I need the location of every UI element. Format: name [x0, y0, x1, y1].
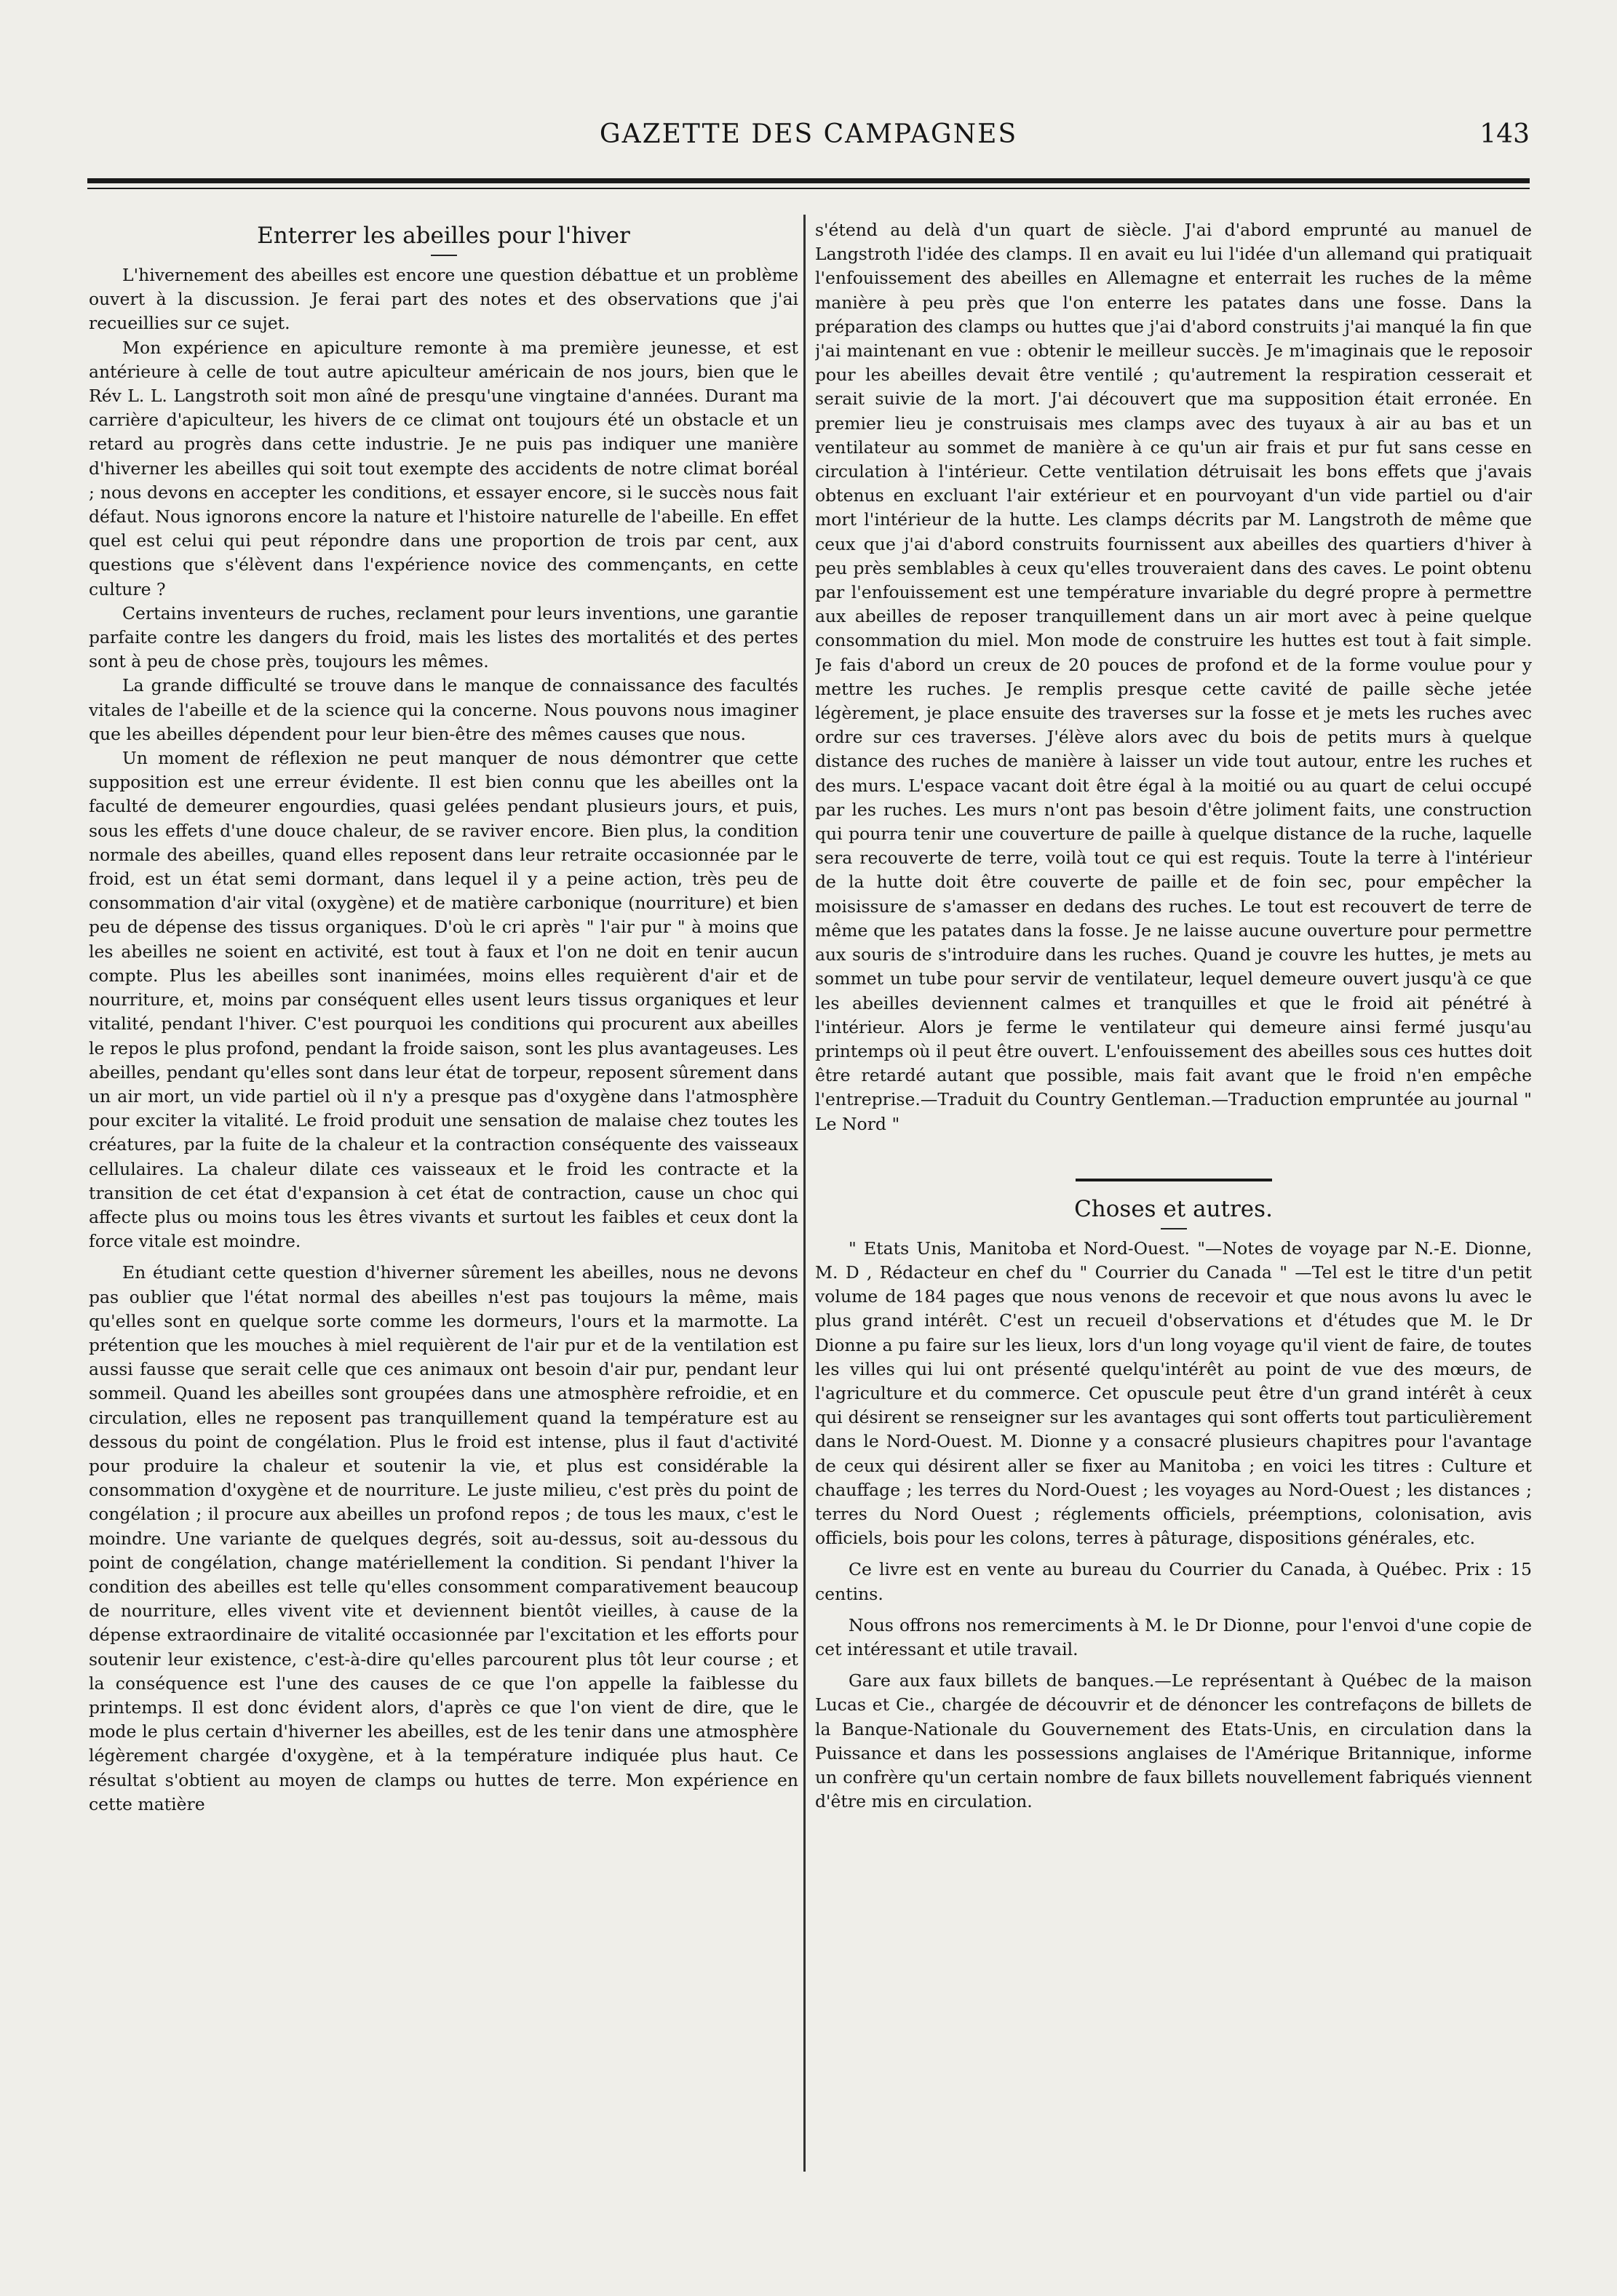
paragraph: " Etats Unis, Manitoba et Nord-Ouest. "—Notes de voyage par N.-E. Dionne, M. D , Rédacteur en chef du " Courrier du Canada " —Tel est le titre d'un petit volume de 184 pages que nous venons de recevoir et que nous avons lu avec le plus grand intérêt. C'est un recueil d'observations et d'études que M. le Dr Dionne a pu faire sur les lieux, lors d'un long voyage qu'il vient de faire, de toutes les villes qui lui ont présenté quelqu'intérêt au point de vue des mœurs, de l'agriculture et du commerce. Cet opuscule peut être d'un grand intérêt à ceux qui désirent se renseigner sur les avantages qui sont offerts tout particulièrement dans le Nord-Ouest. M. Dionne y a consacré plusieurs chapitres pour l'avantage de ceux qui désirent aller se fixer au Manitoba ; en voici les titres : Culture et chauffage ; les terres du Nord-Ouest ; les voyages au Nord-Ouest ; les distances ; terres du Nord Ouest ; réglements officiels, préemptions, colonisation, avis officiels, bois pour les colons, terres à pâturage, dispositions générales, etc. — [815, 1237, 1532, 1549]
page-number: 143 — [1479, 119, 1530, 149]
paragraph-continued: s'étend au delà d'un quart de siècle. J'ai d'abord emprunté au manuel de Langstroth l'idée des clamps. Il en avait eu lui l'idée d'un allemand qui pratiquait l'enfouissement des abeilles en Allemagne et enterrait les ruches de la même manière à peu près que l'on enterre les patates dans une fosse. Dans la préparation des clamps ou huttes que j'ai d'abord construits j'ai manqué la fin que j'ai maintenant en vue : obtenir le meilleur succès. Je m'imaginais que le reposoir pour les abeilles devait être ventilé ; qu'autrement la respiration cesserait et serait suivie de la mort. J'ai découvert que ma supposition était erronée. En premier lieu je construisais mes clamps avec des tuyaux à air au bas et un ventilateur au sommet de manière à ce qu'un air frais et pur fut sans cesse en circulation à l'intérieur. Cette ventilation détruisait les bons effets que j'avais obtenus en excluant l'air extérieur et en pourvoyant d'un vide partiel ou d'air mort l'intérieur de la hutte. Les clamps décrits par M. Langstroth de même que ceux que j'ai d'abord construits fournissent aux abeilles des quartiers d'hiver à peu près semblables à ceux qu'elles trouveraient dans des caves. Le point obtenu par l'enfouissement est une température invariable du degré propre à permettre aux abeilles de reposer tranquillement dans un air mort avec à peine quelque consommation du miel. Mon mode de construire les huttes est tout à fait simple. Je fais d'abord un creux de 20 pouces de profond et de la forme voulue pour y mettre les ruches. Je remplis presque cette cavité de paille sèche jetée légèrement, je place ensuite des traverses sur la fosse et je mets les ruches avec ordre sur ces traverses. J'élève alors avec du bois de petits murs à quelque distance des ruches de manière à laisser un vide tout autour, entre les ruches et des murs. L'espace vacant doit être égal à la moitié ou au quart de celui occupé par les ruches. Les murs n'ont pas besoin d'être joliment faits, une construction qui pourra tenir une couverture de paille à quelque distance de la ruche, laquelle sera recouverte de terre, voilà tout ce qui est requis. Toute la terre à l'intérieur de la hutte doit être couverte de paille et de foin sec, pour empêcher la moisissure de s'amasser en dedans des ruches. Le tout est recouvert de terre de même que les patates dans la fosse. Je ne laisse aucune ouverture pour permettre aux souris de s'introduire dans les ruches. Quand je couvre les huttes, je mets au sommet un tube pour servir de ventilateur, lequel demeure ouvert jusqu'à ce que les abeilles deviennent calmes et tranquilles et que le froid ait pénétré à l'intérieur. Alors je ferme le ventilateur qui demeure ainsi fermé jusqu'au printemps où il peut être ouvert. L'enfouissement des abeilles sous ces huttes doit être retardé autant que possible, mais fait avant que le froid n'en empêche l'entreprise.—Traduit du Country Gentleman.—Traduction empruntée au journal " Le Nord " — [815, 220, 1532, 1134]
column-divider — [803, 215, 806, 2172]
paragraph: En étudiant cette question d'hiverner sûrement les abeilles, nous ne devons pas oublier que l'état normal des abeilles n'est pas toujours la même, mais qu'elles sont en quelque sorte comme les dormeurs, l'ours et la marmotte. La prétention que les mouches à miel requièrent de l'air pur et de la ventilation est aussi fausse que serait celle que ces animaux ont besoin d'air pur, pendant leur sommeil. Quand les abeilles sont groupées dans une atmosphère refroidie, et en circulation, elles ne reposent pas tranquillement quand la température est au dessous du point de congélation. Plus le froid est intense, plus il faut d'activité pour produire la chaleur et soutenir la vie, et plus est considérable la consommation d'oxygène et de nourriture. Le juste milieu, c'est près du point de congélation ; il procure aux abeilles un profond repos ; de tous les maux, c'est le moindre. Une variante de quelques degrés, soit au-dessus, soit au-dessous du point de congélation, change matériellement la condition. Si pendant l'hiver la condition des abeilles est telle qu'elles consomment comparativement beaucoup de nourriture, elles vivent vite et deviennent bientôt vieilles, à cause de la dépense extraordinaire de vitalité occasionnée par l'excitation et les efforts pour soutenir leur existence, c'est-à-dire qu'elles parcourent plus tôt leur course ; et la conséquence est l'une des causes de ce que l'on appelle la faiblesse du printemps. Il est donc évident alors, d'après ce que l'on vient de dire, que le mode le plus certain d'hiverner les abeilles, est de les tenir dans une atmosphère légèrement chargée d'oxygène, et à la température indiquée plus haut. Ce résultat s'obtient au moyen de clamps ou huttes de terre. Mon expérience en cette matière — [89, 1262, 798, 1814]
title-dash — [1161, 1228, 1187, 1229]
right-column — [815, 218, 1532, 2183]
paragraph: Ce livre est en vente au bureau du Courrier du Canada, à Québec. Prix : 15 centins. — [815, 1559, 1532, 1604]
paragraph: Gare aux faux billets de banques.—Le représentant à Québec de la maison Lucas et Cie., chargée de découvrir et de dénoncer les contrefaçons de billets de la Banque-Nationale du Gouvernement des Etats-Unis, en circulation dans la Puissance et dans les possessions anglaises de l'Amérique Britannique, informe un confrère qu'un certain nombre de faux billets nouvellement fabriqués viennent d'être mis en circulation. — [815, 1670, 1532, 1812]
header-rule-thin — [87, 188, 1530, 189]
running-title: GAZETTE DES CAMPAGNES — [599, 119, 1018, 149]
paragraph: Certains inventeurs de ruches, reclament pour leurs inventions, une garantie parfaite contre les dangers du froid, mais les listes des mortalités et des pertes sont à peu de chose près, toujours les mêmes. — [89, 602, 798, 672]
paragraph: Nous offrons nos remerciments à M. le Dr Dionne, pour l'envoi d'une copie de cet intéressant et utile travail. — [815, 1614, 1532, 1659]
paragraph: Mon expérience en apiculture remonte à ma première jeunesse, et est antérieure à celle de tout autre apiculteur américain de nos jours, bien que le Rév L. L. Langstroth soit mon aîné de presqu'une vingtaine d'années. Durant ma carrière d'apiculteur, les hivers de ce climat ont toujours été un obstacle et un retard au progrès dans cette industrie. Je ne puis pas indiquer une manière d'hiverner les abeilles qui soit tout exempte des accidents de notre climat boréal ; nous devons en accepter les conditions, et essayer encore, si le succès nous fait défaut. Nous ignorons encore la nature et l'histoire naturelle de l'abeille. En effet quel est celui qui peut répondre dans une proportion de trois par cent, aux questions que s'élèvent dans l'expérience novice des commençants, en cette culture ? — [89, 337, 798, 599]
paragraph: L'hivernement des abeilles est encore une question débattue et un problème ouvert à la discussion. Je ferai part des notes et des observations que j'ai recueillies sur ce sujet. — [89, 265, 798, 334]
article-title: Choses et autres. — [1074, 1195, 1273, 1222]
article-title: Enterrer les abeilles pour l'hiver — [257, 223, 630, 249]
running-head — [87, 109, 1530, 153]
section-separator — [1076, 1179, 1272, 1181]
paragraph: Un moment de réflexion ne peut manquer de nous démontrer que cette supposition est une erreur évidente. Il est bien connu que les abeilles ont la faculté de demeurer engourdies, quasi gelées pendant plusieurs jours, et puis, sous les effets d'une douce chaleur, de se raviver encore. Bien plus, la condition normale des abeilles, quand elles reposent dans leur retraite occasionnée par le froid, est un état semi dormant, dans lequel il y a peine action, très peu de consommation d'air vital (oxygène) et de matière carbonique (nourriture) et bien peu de dépense des tissus organiques. D'où le cri après " l'air pur " à moins que les abeilles ne soient en activité, est tout à faux et l'on ne doit en tenir aucun compte. Plus les abeilles sont inanimées, moins elles requièrent d'air et de nourriture, et, moins par conséquent elles usent leurs tissus organiques et leur vitalité, pendant l'hiver. C'est pourquoi les conditions qui procurent aux abeilles le repos le plus profond, pendant la froide saison, sont les plus avantageuses. Les abeilles, pendant qu'elles sont dans leur état de torpeur, reposent sûrement dans un air mort, un vide partiel où il n'y a presque pas d'oxygène dans l'atmosphère pour exciter la vitalité. Le froid produit une sensation de malaise chez toutes les créatures, par la fuite de la chaleur et la contraction conséquente des vaisseaux cellulaires. La chaleur dilate ces vaisseaux et le froid les contracte et la transition de cet état d'expansion à cet état de contraction, cause un choc qui affecte plus ou moins tous les êtres vivants et surtout les faibles et ceux dont la force vitale est moindre. — [89, 748, 798, 1252]
header-rule-thick — [87, 178, 1530, 183]
left-column — [89, 218, 798, 2183]
title-dash — [431, 255, 457, 256]
paragraph: La grande difficulté se trouve dans le manque de connaissance des facultés vitales de l'abeille et de la science qui la concerne. Nous pouvons nous imaginer que les abeilles dépendent pour leur bien-être des mêmes causes que nous. — [89, 675, 798, 744]
